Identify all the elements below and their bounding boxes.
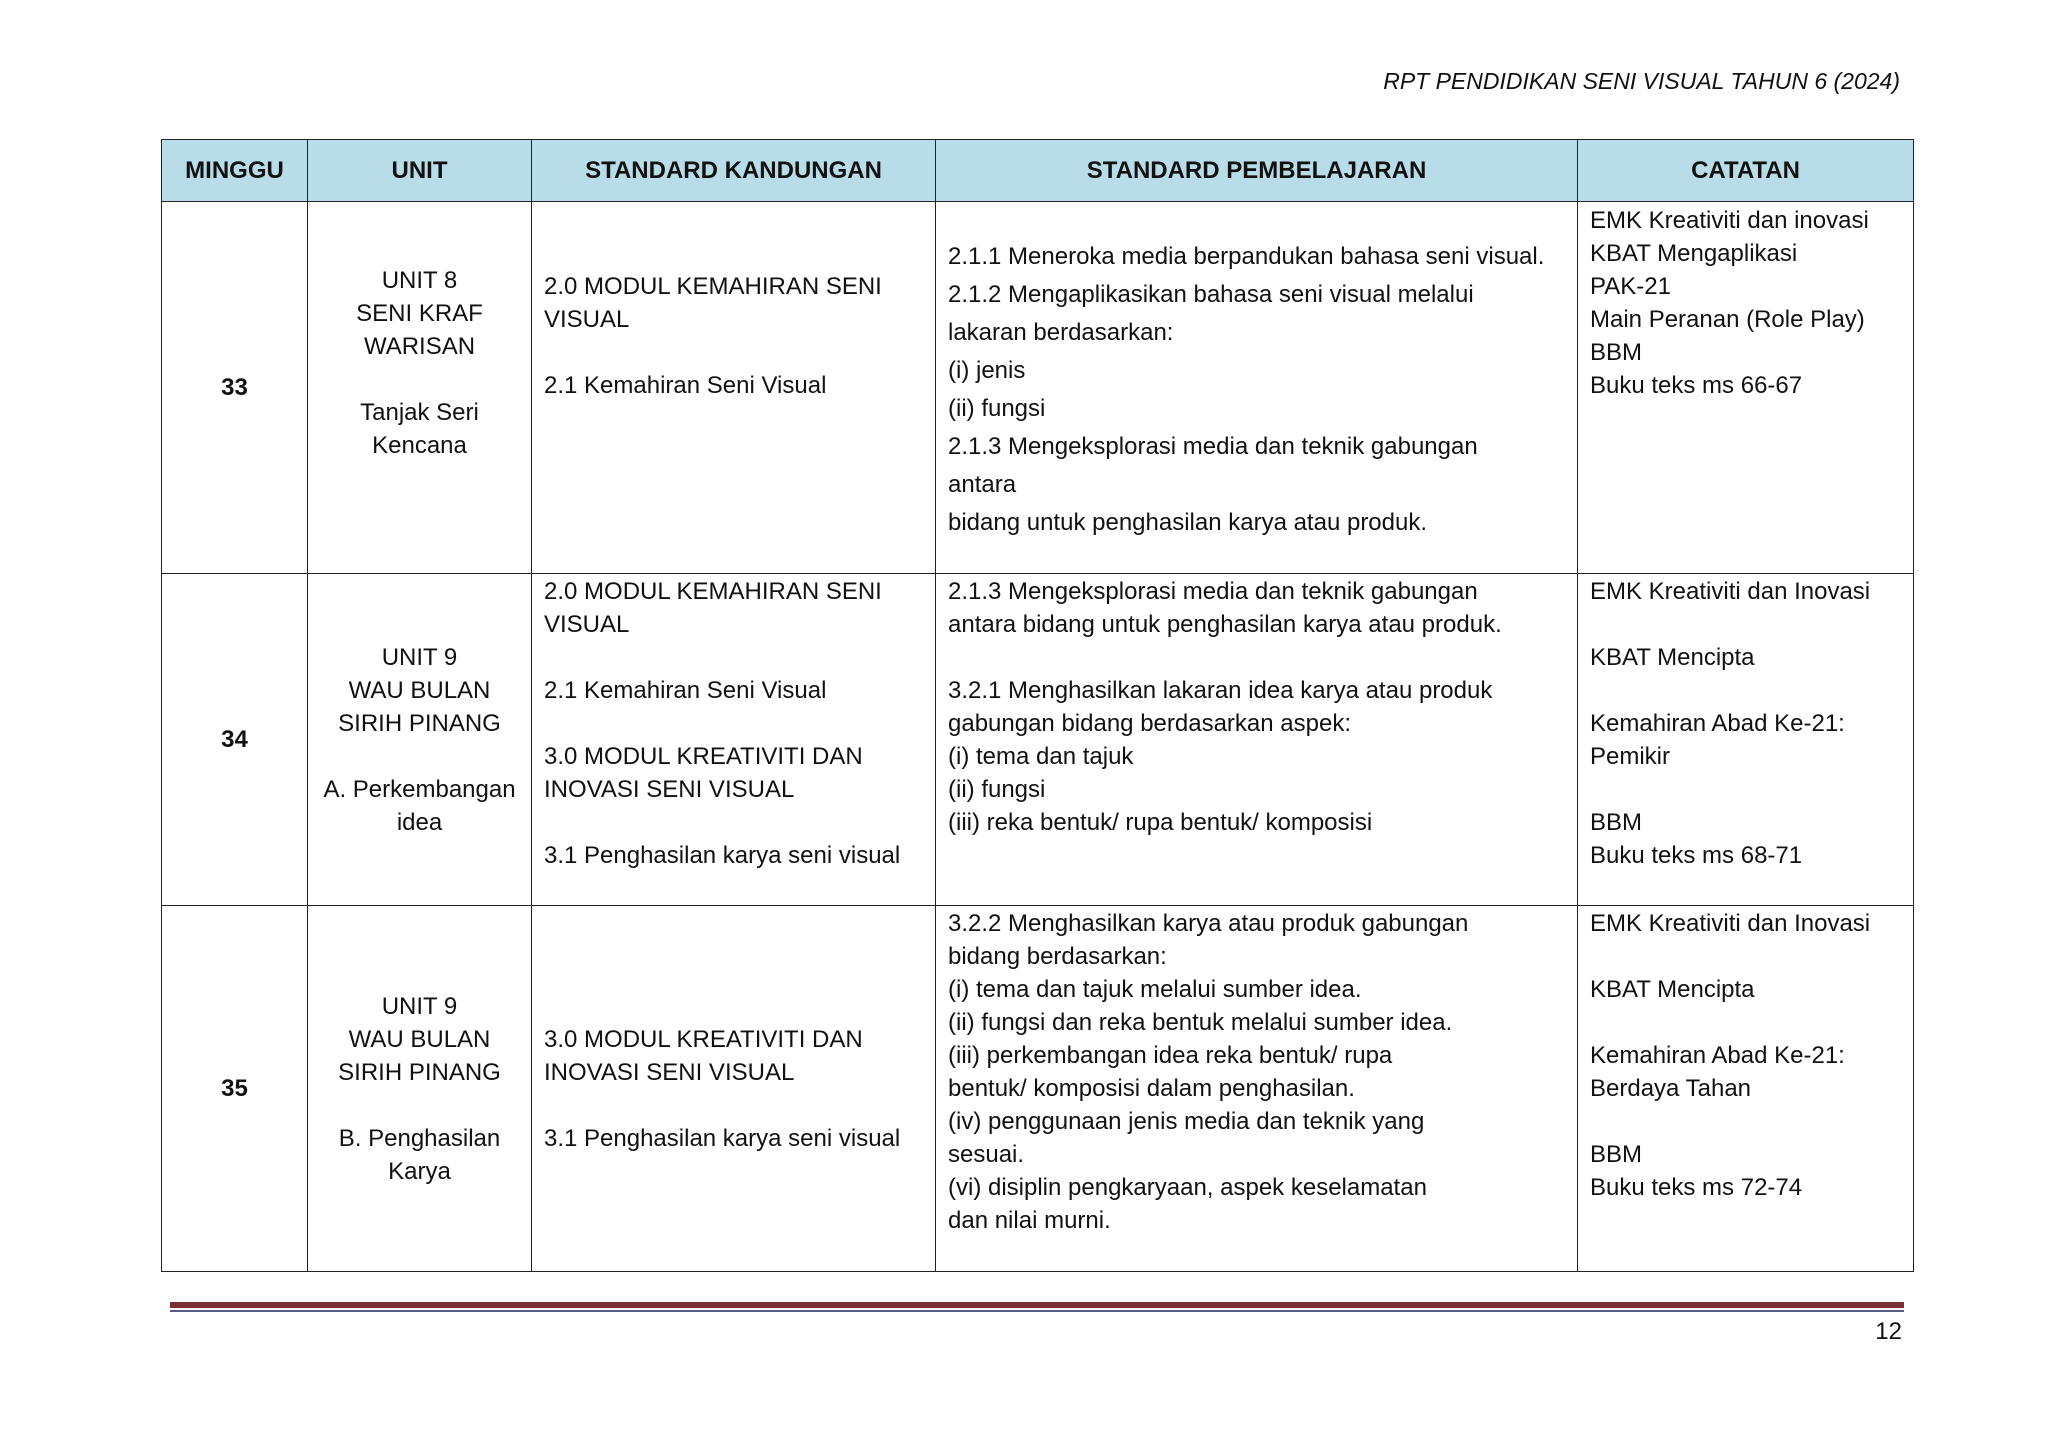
catatan-line: KBAT Mencipta [1590, 644, 1755, 671]
pembelajaran-line: 2.1.3 Mengeksplorasi media dan teknik gabungan [948, 578, 1478, 605]
pembelajaran-line: sesuai. [948, 1141, 1025, 1168]
minggu-cell: 35 [162, 906, 308, 1272]
kandungan-line: 3.1 Penghasilan karya seni visual [544, 1124, 901, 1152]
catatan-cell [1578, 202, 1914, 574]
pembelajaran-cell [936, 202, 1578, 574]
minggu-cell: 34 [162, 574, 308, 906]
kandungan-line: 3.0 MODUL KREATIVITI DAN [544, 1025, 863, 1053]
pembelajaran-line: (ii) fungsi dan reka bentuk melalui sumber idea. [948, 1009, 1453, 1036]
pembelajaran-line: (iii) reka bentuk/ rupa bentuk/ komposisi [948, 809, 1373, 836]
catatan-line: KBAT Mencipta [1590, 976, 1755, 1003]
catatan-line: BBM [1590, 809, 1643, 836]
kandungan-line: INOVASI SENI VISUAL [544, 776, 795, 803]
pembelajaran-cell [936, 906, 1578, 1272]
pembelajaran-line: 2.1.1 Meneroka media berpandukan bahasa seni visual. [948, 243, 1545, 270]
catatan-line: EMK Kreativiti dan Inovasi [1590, 578, 1871, 605]
kandungan-line: VISUAL [544, 611, 630, 638]
pembelajaran-line: (iii) perkembangan idea reka bentuk/ rupa [948, 1042, 1393, 1069]
rpt-table [161, 139, 1914, 1272]
kandungan-line: 2.0 MODUL KEMAHIRAN SENI [544, 273, 882, 300]
unit-line [320, 740, 519, 773]
catatan-line [1590, 773, 1901, 806]
minggu-cell: 33 [162, 202, 308, 574]
unit-line: Karya [388, 1157, 451, 1185]
catatan-line [1590, 608, 1901, 641]
pembelajaran-line: 3.2.1 Menghasilkan lakaran idea karya atau produk [948, 677, 1493, 704]
unit-line: UNIT 8 [381, 266, 458, 294]
unit-line [320, 363, 519, 396]
pembelajaran-line: 2.1.3 Mengeksplorasi media dan teknik gabungan [948, 433, 1478, 460]
catatan-line: KBAT Mengaplikasi [1590, 240, 1798, 267]
pembelajaran-line: antara bidang untuk penghasilan karya atau produk. [948, 611, 1502, 638]
unit-line: WARISAN [363, 332, 476, 360]
kandungan-line [544, 707, 923, 740]
catatan-line: Buku teks ms 66-67 [1590, 372, 1803, 399]
catatan-line: BBM [1590, 1141, 1643, 1168]
unit-line: SIRIH PINANG [338, 709, 501, 737]
unit-line [320, 1089, 519, 1122]
catatan-line: Main Peranan (Role Play) [1590, 306, 1865, 333]
catatan-line: Kemahiran Abad Ke-21: [1590, 1042, 1845, 1069]
kandungan-cell [532, 202, 936, 574]
unit-line: Kencana [372, 431, 467, 459]
catatan-line: BBM [1590, 339, 1643, 366]
unit-line: UNIT 9 [381, 643, 458, 671]
catatan-line [1590, 674, 1901, 707]
unit-line: WAU BULAN [348, 676, 491, 704]
catatan-line: Buku teks ms 68-71 [1590, 842, 1803, 869]
kandungan-line: 2.1 Kemahiran Seni Visual [544, 372, 827, 399]
catatan-cell [1578, 906, 1914, 1272]
pembelajaran-line [948, 641, 1565, 674]
pembelajaran-line: lakaran berdasarkan: [948, 319, 1174, 346]
unit-line: UNIT 9 [381, 992, 458, 1020]
kandungan-line: 2.1 Kemahiran Seni Visual [544, 677, 827, 704]
header-minggu: MINGGU [162, 140, 308, 202]
unit-cell [308, 202, 532, 574]
header-catatan: CATATAN [1578, 140, 1914, 202]
pembelajaran-line: bidang untuk penghasilan karya atau produk. [948, 509, 1428, 536]
table-header-row [162, 140, 1914, 202]
document-header: RPT PENDIDIKAN SENI VISUAL TAHUN 6 (2024) [1383, 68, 1900, 94]
catatan-line: Pemikir [1590, 743, 1671, 770]
unit-line: WAU BULAN [348, 1025, 491, 1053]
catatan-line: PAK-21 [1590, 273, 1671, 300]
page-number: 12 [1875, 1318, 1902, 1345]
pembelajaran-line: (iv) penggunaan jenis media dan teknik yang [948, 1108, 1425, 1135]
catatan-cell [1578, 574, 1914, 906]
kandungan-line: INOVASI SENI VISUAL [544, 1058, 795, 1086]
kandungan-line: 3.0 MODUL KREATIVITI DAN [544, 743, 863, 770]
pembelajaran-cell [936, 574, 1578, 906]
pembelajaran-line: gabungan bidang berdasarkan aspek: [948, 710, 1351, 737]
pembelajaran-line: bentuk/ komposisi dalam penghasilan. [948, 1075, 1355, 1102]
table-row [162, 202, 1914, 574]
kandungan-line: 2.0 MODUL KEMAHIRAN SENI [544, 578, 882, 605]
header-standard-kandungan: STANDARD KANDUNGAN [532, 140, 936, 202]
kandungan-line [544, 1089, 923, 1122]
header-standard-pembelajaran: STANDARD PEMBELAJARAN [936, 140, 1578, 202]
catatan-line [1590, 1105, 1901, 1138]
pembelajaran-line: antara [948, 471, 1017, 498]
pembelajaran-line: dan nilai murni. [948, 1207, 1111, 1234]
unit-cell [308, 906, 532, 1272]
footer-divider [170, 1302, 1904, 1308]
footer-divider-thin [170, 1310, 1904, 1312]
unit-line: idea [396, 808, 443, 836]
kandungan-line: 3.1 Penghasilan karya seni visual [544, 842, 901, 869]
unit-line: Tanjak Seri [360, 398, 479, 426]
unit-line: SENI KRAF [356, 299, 483, 327]
catatan-line [1590, 1006, 1901, 1039]
unit-line: A. Perkembangan [323, 775, 516, 803]
kandungan-cell [532, 906, 936, 1272]
pembelajaran-line: bidang berdasarkan: [948, 943, 1167, 970]
unit-cell [308, 574, 532, 906]
pembelajaran-line: 3.2.2 Menghasilkan karya atau produk gabungan [948, 910, 1469, 937]
kandungan-line [544, 806, 923, 839]
pembelajaran-line: 2.1.2 Mengaplikasikan bahasa seni visual melalui [948, 281, 1474, 308]
kandungan-line [544, 336, 923, 369]
kandungan-cell [532, 574, 936, 906]
unit-line: SIRIH PINANG [338, 1058, 501, 1086]
catatan-line: EMK Kreativiti dan inovasi [1590, 207, 1869, 234]
catatan-line [1590, 940, 1901, 973]
pembelajaran-line: (i) jenis [948, 357, 1026, 384]
header-unit: UNIT [308, 140, 532, 202]
table-row [162, 574, 1914, 906]
pembelajaran-line: (i) tema dan tajuk [948, 743, 1134, 770]
pembelajaran-line: (i) tema dan tajuk melalui sumber idea. [948, 976, 1362, 1003]
catatan-line: Buku teks ms 72-74 [1590, 1174, 1803, 1201]
kandungan-line [544, 641, 923, 674]
catatan-line: Kemahiran Abad Ke-21: [1590, 710, 1845, 737]
kandungan-line: VISUAL [544, 306, 630, 333]
pembelajaran-line: (vi) disiplin pengkaryaan, aspek keselamatan [948, 1174, 1427, 1201]
table-row [162, 906, 1914, 1272]
catatan-line: Berdaya Tahan [1590, 1075, 1752, 1102]
pembelajaran-line: (ii) fungsi [948, 776, 1046, 803]
unit-line: B. Penghasilan [338, 1124, 501, 1152]
catatan-line: EMK Kreativiti dan Inovasi [1590, 910, 1871, 937]
pembelajaran-line: (ii) fungsi [948, 395, 1046, 422]
